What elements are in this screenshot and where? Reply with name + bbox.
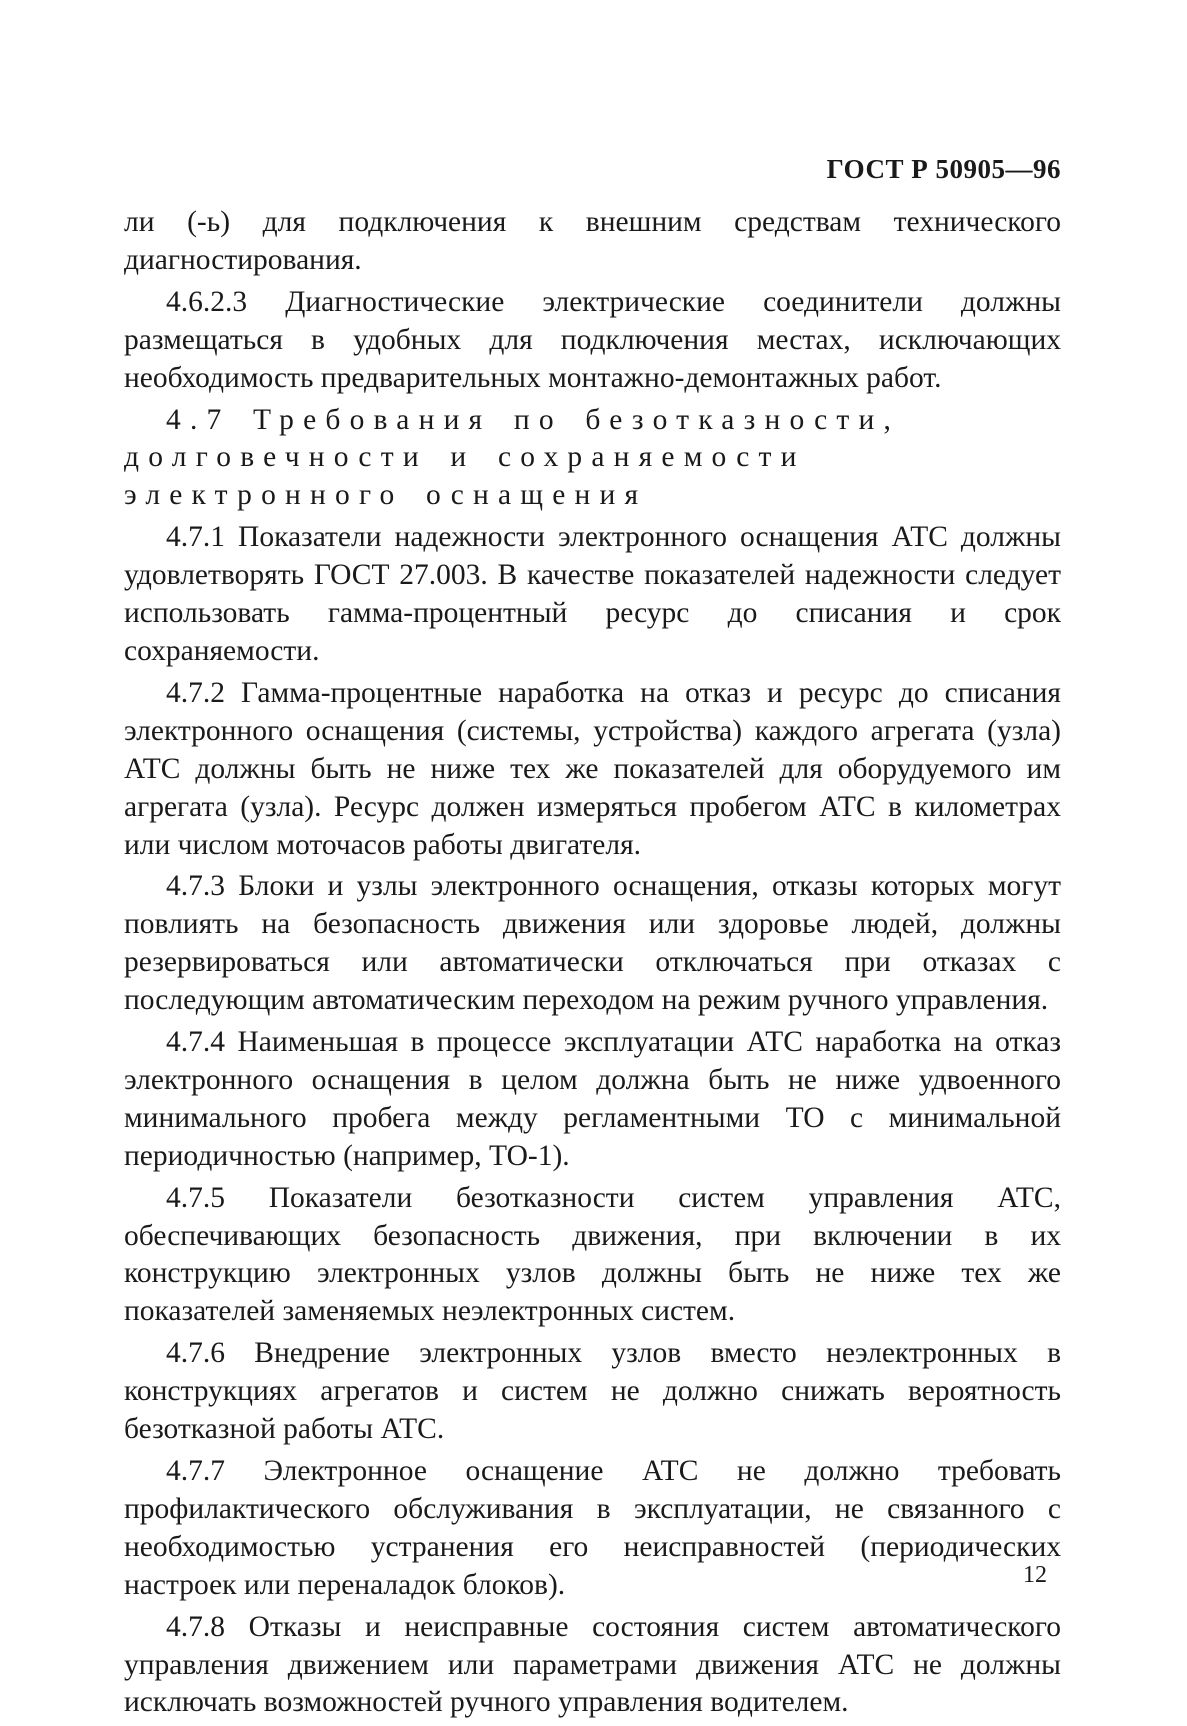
paragraph-4-7-3: 4.7.3 Блоки и узлы электронного оснащения, отказы которых могут повлиять на безопасность движения или здоровье людей, должны резервироваться или автоматически отключаться при отказах с последующим автоматическим переходом на режим ручного управления. (124, 870, 1061, 1017)
paragraph-4-6-2-3: 4.6.2.3 Диагностические электрические соединители должны размещаться в удобных для подключения местах, исключающих необходимость предварительных монтажно-демонтажных работ. (124, 285, 1061, 394)
paragraph-4-7-1: 4.7.1 Показатели надежности электронного оснащения АТС должны удовлетворять ГОСТ 27.003. В качестве показателей надежности следует использовать гамма-процентный ресурс до списания и срок сохраняемости. (124, 521, 1061, 667)
paragraph-4-7-4: 4.7.4 Наименьшая в процессе эксплуатации АТС наработка на отказ электронного оснащения в целом должна быть не ниже удвоенного минимального пробега между регламентными ТО с минимальной периодичностью (например, ТО-1). (124, 1026, 1061, 1172)
document-body (124, 204, 1061, 1726)
paragraph-continuation: ли (-ь) для подключения к внешним средствам технического диагностирования. (124, 206, 1061, 276)
section-heading-4-7: 4.7 Требования по безотказности, долговечности и сохраняемости электронного оснащения (124, 403, 901, 512)
paragraph-4-7-7: 4.7.7 Электронное оснащение АТС не должно требовать профилактического обслуживания в эксплуатации, не связанного с необходимостью устранения его неисправностей (периодических настроек или переналадок блоков). (124, 1455, 1061, 1601)
paragraph-4-7-6: 4.7.6 Внедрение электронных узлов вместо неэлектронных в конструкциях агрегатов и систем не должно снижать вероятность безотказной работы АТС. (124, 1337, 1061, 1446)
paragraph-4-7-2: 4.7.2 Гамма-процентные наработка на отказ и ресурс до списания электронного оснащения (системы, устройства) каждого агрегата (узла) АТС должны быть не ниже тех же показателей для оборудуемого им агрегата (узла). Ресурс должен измеряться пробегом АТС в километрах или числом моточасов работы двигателя. (124, 676, 1061, 861)
paragraph-4-7-8: 4.7.8 Отказы и неисправные состояния систем автоматического управления движением или параметрами движения АТС не должны исключать возможностей ручного управления водителем. (124, 1610, 1061, 1719)
page-number: 12 (1023, 1562, 1047, 1588)
paragraph-4-7-5: 4.7.5 Показатели безотказности систем управления АТС, обеспечивающих безопасность движения, при включении в их конструкцию электронных узлов должны быть не ниже тех же показателей заменяемых неэлектронных систем. (124, 1181, 1061, 1328)
document-code-header: ГОСТ Р 50905—96 (826, 154, 1061, 184)
